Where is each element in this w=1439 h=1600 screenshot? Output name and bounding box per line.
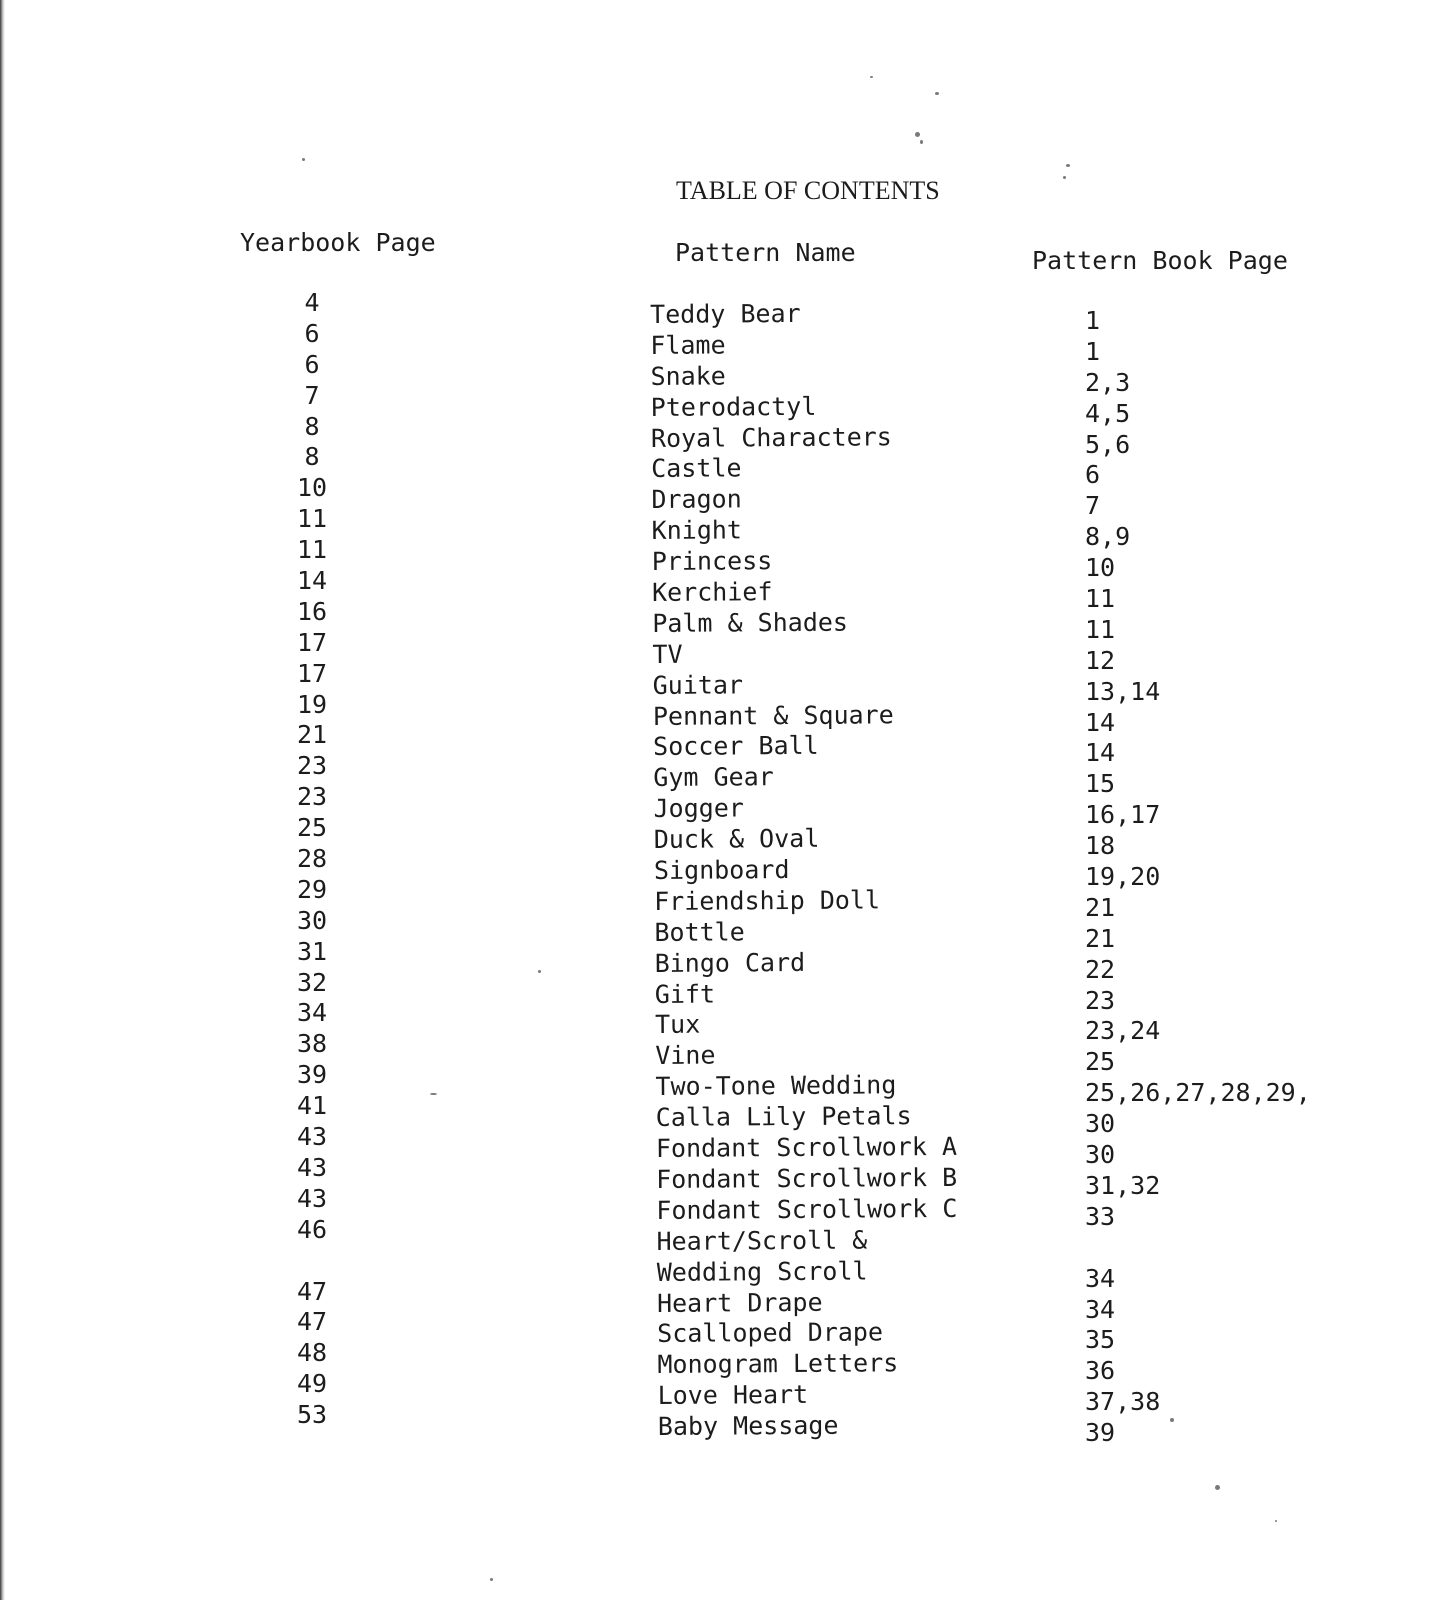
pattern-name-entry: Palm & Shades <box>652 607 849 638</box>
pattern-name-entry: Flame <box>650 330 726 360</box>
pattern-name-entry: Vine <box>655 1040 716 1071</box>
scan-speck <box>1170 1418 1174 1422</box>
yearbook-page-entry: 43 <box>296 1122 328 1152</box>
yearbook-page-header: Yearbook Page <box>240 228 436 257</box>
yearbook-page-entry: 6 <box>304 318 320 348</box>
yearbook-page-entry: 29 <box>296 874 328 904</box>
scan-speck <box>302 158 305 161</box>
pattern-name-entry: TV <box>652 639 683 669</box>
pattern-name-header: Pattern Name <box>675 238 856 267</box>
pattern-name-entry: Castle <box>651 453 742 484</box>
pattern-name-entry: Gift <box>654 979 716 1009</box>
yearbook-page-entry: 46 <box>296 1214 328 1244</box>
pattern-name-entry: Friendship Doll <box>654 885 881 916</box>
yearbook-page-entry: 32 <box>296 967 328 997</box>
pattern-book-page-entry: 31,32 <box>1085 1170 1161 1200</box>
yearbook-page-entry: 10 <box>296 473 328 503</box>
scan-speck <box>1275 1520 1277 1522</box>
pattern-name-entry: Kerchief <box>651 577 773 608</box>
yearbook-page-entry: 8 <box>304 442 320 472</box>
pattern-book-page-entry <box>1085 1233 1345 1264</box>
yearbook-page-entry: 6 <box>304 349 320 379</box>
pattern-book-page-entry: 11 <box>1085 584 1116 614</box>
yearbook-page-entry: 11 <box>296 535 328 565</box>
pattern-name-entry: Heart Drape <box>656 1287 823 1318</box>
yearbook-page-entry: 4 <box>304 288 320 317</box>
pattern-book-page-entry: 25 <box>1085 1047 1116 1077</box>
yearbook-page-entry: 7 <box>304 380 320 410</box>
yearbook-page-entry: 48 <box>296 1338 328 1368</box>
scan-speck <box>1063 176 1066 179</box>
pattern-book-page-entry: 16,17 <box>1085 800 1161 830</box>
pattern-name-entry: Soccer Ball <box>653 731 819 762</box>
pattern-book-page-entry: 21 <box>1085 923 1116 953</box>
yearbook-page-entry: 16 <box>296 596 328 626</box>
yearbook-page-entry: 23 <box>296 782 328 812</box>
page-title: TABLE OF CONTENTS <box>676 176 940 205</box>
pattern-name-entry: Fondant Scrollwork A <box>655 1131 958 1164</box>
pattern-book-page-entry: 11 <box>1085 614 1116 644</box>
pattern-book-page-entry: 1 <box>1085 336 1101 366</box>
pattern-name-entry: Royal Characters <box>650 421 892 453</box>
pattern-name-entry: Tux <box>654 1010 701 1040</box>
yearbook-page-entry: 39 <box>296 1060 328 1090</box>
yearbook-page-entry: 17 <box>296 658 328 688</box>
yearbook-page-entry: 43 <box>296 1152 328 1182</box>
pattern-book-page-entry: 14 <box>1085 738 1116 768</box>
pattern-book-page-entry: 23,24 <box>1085 1016 1161 1046</box>
yearbook-page-entry: 19 <box>296 689 328 719</box>
yearbook-page-entry: 23 <box>296 751 328 781</box>
pattern-book-page-entry: 15 <box>1085 769 1116 799</box>
scan-speck <box>538 970 541 973</box>
yearbook-page-entry: 17 <box>296 627 328 657</box>
pattern-name-column <box>650 297 1018 1442</box>
pattern-name-entry: Fondant Scrollwork C <box>656 1193 958 1225</box>
yearbook-page-entry: 14 <box>296 566 328 596</box>
pattern-book-page-entry: 1 <box>1085 306 1101 335</box>
pattern-book-page-column <box>1085 306 1345 1449</box>
scan-speck <box>490 1578 493 1581</box>
pattern-name-entry: Gym Gear <box>653 762 774 793</box>
pattern-book-page-entry: 34 <box>1085 1294 1116 1324</box>
pattern-book-page-entry: 19,20 <box>1085 862 1161 892</box>
pattern-name-entry: Two-Tone Wedding <box>655 1070 897 1102</box>
scan-speck <box>935 92 939 95</box>
yearbook-page-entry: 43 <box>296 1183 328 1213</box>
pattern-book-page-entry: 30 <box>1085 1140 1116 1170</box>
pattern-name-entry: Heart/Scroll & <box>656 1225 868 1256</box>
pattern-book-page-entry: 10 <box>1085 553 1116 583</box>
pattern-name-entry: Scalloped Drape <box>657 1317 884 1349</box>
pattern-book-page-entry: 36 <box>1085 1356 1116 1386</box>
pattern-book-page-entry: 14 <box>1085 707 1116 737</box>
pattern-book-page-entry: 22 <box>1085 954 1116 984</box>
pattern-name-entry: Signboard <box>653 855 790 886</box>
yearbook-page-entry: 53 <box>296 1400 328 1430</box>
yearbook-page-entry: 28 <box>296 844 328 874</box>
pattern-book-page-entry: 25,26,27,28,29, <box>1085 1078 1311 1108</box>
yearbook-page-entry: 38 <box>296 1029 328 1059</box>
pattern-name-entry: Wedding Scroll <box>656 1256 868 1287</box>
pattern-book-page-entry: 6 <box>1085 460 1101 490</box>
pattern-name-entry: Calla Lily Petals <box>655 1101 912 1133</box>
pattern-book-page-entry: 35 <box>1085 1325 1116 1355</box>
pattern-name-entry: Princess <box>651 546 773 577</box>
pattern-name-entry: Bottle <box>654 917 745 947</box>
scan-speck <box>915 132 920 137</box>
scan-speck <box>920 140 923 144</box>
yearbook-page-entry: 34 <box>296 998 328 1028</box>
pattern-book-page-entry: 23 <box>1085 985 1116 1015</box>
pattern-book-page-header: Pattern Book Page <box>1032 246 1288 275</box>
pattern-name-entry: Jogger <box>653 793 744 824</box>
pattern-name-entry: Pennant & Square <box>652 699 894 731</box>
scan-speck <box>870 76 873 78</box>
pattern-name-entry: Snake <box>650 361 726 391</box>
pattern-name-entry: Fondant Scrollwork B <box>656 1162 958 1194</box>
pattern-name-entry: Baby Message <box>657 1410 839 1442</box>
yearbook-page-entry: 30 <box>296 905 328 935</box>
scan-speck <box>1215 1485 1220 1490</box>
pattern-book-page-entry: 5,6 <box>1085 429 1131 459</box>
pattern-book-page-entry: 4,5 <box>1085 398 1131 428</box>
pattern-name-entry: Pterodactyl <box>650 391 817 422</box>
yearbook-page-entry: 21 <box>296 720 328 750</box>
pattern-book-page-entry: 12 <box>1085 645 1116 675</box>
scan-speck <box>1066 164 1070 167</box>
yearbook-page-entry: 25 <box>296 813 328 843</box>
pattern-book-page-entry: 7 <box>1085 491 1101 521</box>
pattern-book-page-entry: 33 <box>1085 1201 1116 1231</box>
pattern-book-page-entry: 8,9 <box>1085 522 1131 552</box>
yearbook-page-entry: 47 <box>296 1307 328 1337</box>
yearbook-page-column <box>277 288 347 1431</box>
pattern-book-page-entry: 18 <box>1085 831 1116 861</box>
yearbook-page-entry: 41 <box>296 1091 328 1121</box>
yearbook-page-entry: 11 <box>296 504 328 534</box>
pattern-name-entry: Dragon <box>651 484 742 515</box>
pattern-book-page-entry: 21 <box>1085 892 1116 922</box>
pattern-book-page-entry: 34 <box>1085 1263 1116 1293</box>
yearbook-page-entry: 47 <box>296 1276 328 1306</box>
pattern-name-entry: Duck & Oval <box>653 823 820 855</box>
pattern-name-entry: Bingo Card <box>654 947 806 978</box>
pattern-book-page-entry: 13,14 <box>1085 676 1161 706</box>
yearbook-page-entry <box>277 1246 347 1277</box>
pattern-book-page-entry: 2,3 <box>1085 367 1131 397</box>
pattern-book-page-entry: 30 <box>1085 1109 1116 1139</box>
pattern-book-page-entry: 39 <box>1085 1418 1116 1448</box>
yearbook-page-entry: 49 <box>296 1369 328 1399</box>
yearbook-page-entry: 31 <box>296 936 328 966</box>
yearbook-page-entry: 8 <box>304 411 320 441</box>
pattern-book-page-entry: 37,38 <box>1085 1387 1161 1417</box>
pattern-name-entry: Knight <box>651 515 743 546</box>
pattern-name-entry: Teddy Bear <box>650 298 801 329</box>
pattern-name-entry: Guitar <box>652 670 744 700</box>
scan-speck <box>430 1093 437 1095</box>
pattern-name-entry: Love Heart <box>657 1380 809 1411</box>
pattern-name-entry: Monogram Letters <box>657 1348 899 1380</box>
